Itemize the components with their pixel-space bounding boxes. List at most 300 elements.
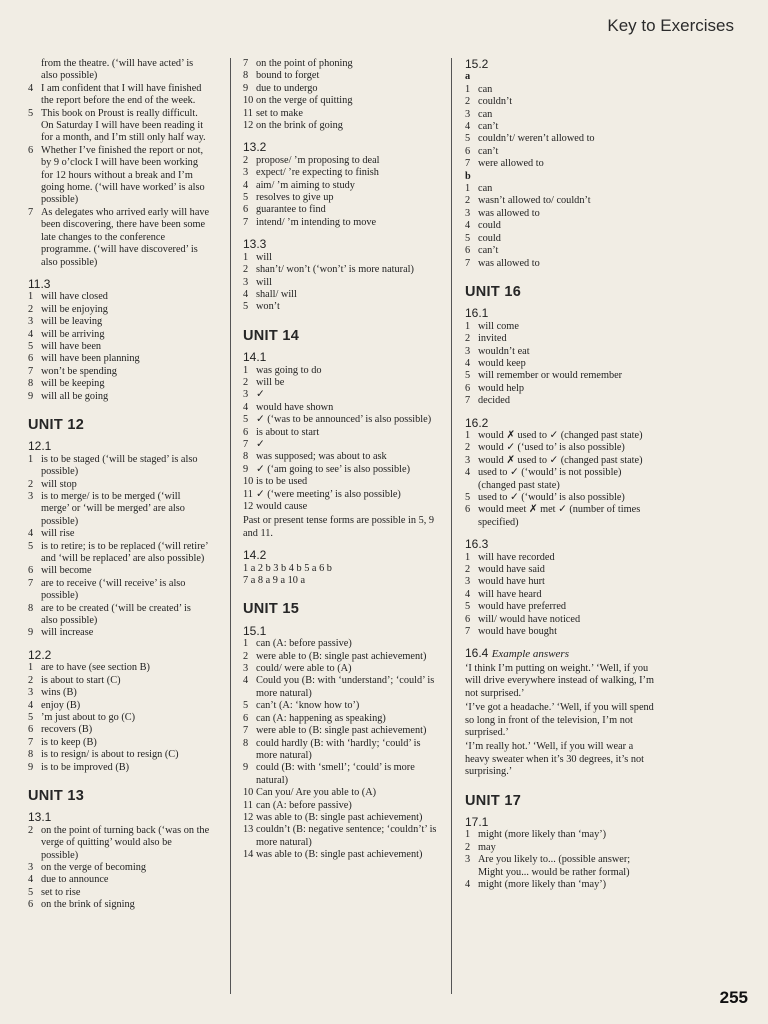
answer-item	[465, 220, 657, 232]
answer-item	[28, 207, 210, 269]
exercise-heading	[465, 538, 657, 550]
exercise-number: 17.1	[465, 814, 489, 829]
answer-paragraph: ‘I’m really hot.’ ‘Well, if you will wear a heavy sweater when it’s 30 degrees, it’s not surprising.’	[465, 741, 645, 778]
answer-number: 11	[243, 799, 253, 811]
answer-number: 7	[465, 626, 471, 638]
answer-text: would have said	[478, 564, 545, 576]
exercise-number: 16.4	[465, 646, 489, 661]
answer-text: As delegates who arrived early will have been discovering, there have been some late changes to the conference programme. (‘will have discovered’ is also possible)	[41, 206, 210, 268]
answer-item	[465, 564, 657, 576]
answer-text: expect/ ’re expecting to finish	[256, 167, 379, 179]
answer-number: 9	[28, 627, 34, 639]
answer-item	[28, 391, 210, 403]
exercise-heading	[28, 440, 210, 452]
answer-item	[243, 849, 437, 861]
answer-text: ✓	[256, 438, 265, 450]
answer-item	[28, 687, 210, 699]
exercise-number: 12.2	[28, 647, 52, 662]
answer-number: 2	[465, 96, 471, 108]
answer-item	[465, 233, 657, 245]
answer-text: on the verge of becoming	[41, 861, 147, 873]
answer-text: was able to (B: single past achievement)	[256, 811, 423, 823]
answer-number: 3	[28, 687, 34, 699]
answer-number: 10	[243, 476, 254, 488]
column-middle	[243, 58, 437, 862]
answer-item	[243, 167, 437, 179]
answer-item	[243, 277, 437, 289]
answer-item	[243, 501, 437, 513]
answer-text: was able to (B: single past achievement)	[256, 849, 423, 861]
exercise-heading	[465, 58, 657, 70]
answer-paragraph: ‘I’ve got a headache.’ ‘Well, if you will spend so long in front of the television, I’m not surprised.’	[465, 702, 654, 738]
answer-text: will stop	[41, 478, 77, 490]
running-head: Key to Exercises	[607, 16, 734, 35]
answer-item	[465, 258, 657, 270]
answer-text: on the brink of going	[256, 120, 343, 132]
answer-number: 1	[465, 429, 471, 441]
answer-item	[243, 365, 437, 377]
answer-item	[243, 800, 437, 812]
answer-number: 10	[243, 787, 254, 799]
answer-text: recovers (B)	[41, 724, 93, 736]
answer-item	[243, 204, 437, 216]
answer-text: will	[256, 251, 273, 263]
answer-text: would keep	[478, 357, 526, 369]
answer-item	[28, 749, 210, 761]
answer-text: on the verge of quitting	[256, 95, 353, 107]
answer-number: 4	[243, 675, 249, 687]
answer-item	[28, 712, 210, 724]
answer-item	[28, 627, 210, 639]
answer-text: won’t	[256, 301, 280, 313]
answer-text: invited	[478, 333, 507, 345]
answer-number: 2	[243, 650, 249, 662]
answer-item	[28, 603, 210, 628]
answer-text: used to ✓ (‘would’ is not possible) (changed past state)	[478, 467, 622, 491]
answer-number: 4	[243, 288, 249, 300]
answer-item	[243, 289, 437, 301]
answer-text: will rise	[41, 528, 75, 540]
answer-item	[28, 454, 210, 479]
answer-number: 7	[28, 577, 34, 589]
answer-text: wouldn’t eat	[478, 345, 530, 357]
exercise-heading	[243, 625, 437, 637]
answer-number: 8	[243, 737, 249, 749]
answer-text: could	[478, 232, 501, 244]
answer-text: ✓	[256, 389, 265, 401]
answer-item	[465, 492, 657, 504]
answer-number: 6	[465, 145, 471, 157]
answer-item	[465, 146, 657, 158]
answer-item	[28, 145, 210, 207]
answer-item	[243, 651, 437, 663]
answer-number: 2	[465, 841, 471, 853]
answer-text: would have preferred	[478, 601, 567, 613]
answer-text: are to be created (‘will be created’ is also possible)	[41, 602, 191, 627]
answer-text: were able to (B: single past achievement)	[256, 725, 427, 737]
answer-item	[28, 578, 210, 603]
answer-item	[243, 301, 437, 313]
answer-text: is to merge/ is to be merged (‘will merge’ or ‘will be merged’ are also possible)	[41, 491, 185, 527]
answer-text: could/ were able to (A)	[256, 663, 352, 675]
answer-number: 5	[465, 492, 471, 503]
answer-item	[28, 662, 210, 674]
answer-text: set to make	[256, 107, 303, 119]
answer-text: enjoy (B)	[41, 699, 81, 711]
answer-item	[465, 442, 657, 454]
exercise-number: 13.3	[243, 237, 267, 252]
answer-number: 5	[465, 133, 471, 145]
answer-item	[243, 489, 437, 501]
answer-text: aim/ ’m aiming to study	[256, 179, 355, 191]
answer-item	[28, 874, 210, 886]
answer-text: is to be staged (‘will be staged’ is also possible)	[41, 453, 198, 478]
answer-number: 1	[243, 251, 249, 263]
answer-number: 11	[243, 107, 253, 119]
answer-number: 9	[243, 762, 249, 774]
answer-item	[28, 565, 210, 577]
answer-item	[465, 430, 657, 442]
exercise-heading	[243, 141, 437, 153]
exercise-heading	[465, 816, 657, 828]
answer-item	[465, 346, 657, 358]
answer-item	[243, 476, 437, 488]
answer-number: 7	[465, 158, 471, 170]
answer-text: would ✓ (‘used to’ is also possible)	[478, 442, 625, 454]
answer-item	[465, 96, 657, 108]
answer-text: on the brink of signing	[41, 899, 135, 911]
answer-text: can (A: happening as speaking)	[256, 712, 386, 724]
answer-text: might (more likely than ‘may’)	[478, 829, 607, 841]
answer-item	[243, 638, 437, 650]
answer-text: couldn’t	[478, 96, 513, 108]
answer-item	[465, 842, 657, 854]
answer-item	[465, 158, 657, 170]
answer-text: is about to start (C)	[41, 674, 121, 686]
answer-text: will have recorded	[478, 551, 555, 563]
answer-item	[465, 383, 657, 395]
answer-item	[243, 824, 437, 849]
answer-item	[243, 738, 437, 763]
answer-item	[465, 395, 657, 407]
answer-text: ’m just about to go (C)	[41, 711, 136, 723]
answer-text: can (A: before passive)	[256, 638, 352, 650]
answer-number: 6	[465, 382, 471, 394]
answer-text: decided	[478, 395, 511, 407]
answer-number: 6	[465, 504, 471, 516]
answer-text: ✓ (‘were meeting’ is also possible)	[256, 488, 401, 500]
answer-text: couldn’t/ weren’t allowed to	[478, 133, 595, 145]
answer-text: This book on Proust is really difficult. On Saturday I will have been reading it for a month, and I’m still only half way.	[41, 107, 206, 144]
answer-continuation: from the theatre. (‘will have acted’ is also possible)	[41, 58, 194, 82]
answer-text: Can you/ Are you able to (A)	[256, 787, 377, 799]
answer-text: was allowed to	[478, 257, 540, 269]
answer-number: 8	[28, 602, 34, 614]
answer-item	[28, 541, 210, 566]
answer-item	[465, 370, 657, 382]
answer-number: 7	[243, 58, 249, 69]
answer-item	[243, 675, 437, 700]
answer-number: 5	[28, 107, 34, 119]
answer-item	[28, 353, 210, 365]
answer-item	[28, 825, 210, 862]
answer-item	[465, 626, 657, 638]
answer-item	[28, 491, 210, 528]
answer-text: on the point of phoning	[256, 58, 353, 69]
answer-item	[243, 725, 437, 737]
exercise-heading	[243, 549, 437, 561]
answer-number: 3	[465, 454, 471, 466]
answer-number: 1	[28, 291, 34, 303]
exercise-number: 14.1	[243, 350, 267, 365]
exercise-number: 14.2	[243, 548, 267, 563]
answer-number: 5	[465, 232, 471, 244]
answer-text: is to resign/ is about to resign (C)	[41, 749, 179, 761]
answer-text: ✓ (‘am going to see’ is also possible)	[256, 463, 410, 475]
exercise-heading	[465, 307, 657, 319]
answer-row: 1 a 2 b 3 b 4 b 5 a 6 b	[243, 562, 332, 574]
section-letter: b	[465, 170, 471, 182]
answer-number: 3	[28, 316, 34, 328]
answer-text: can’t (A: ‘know how to’)	[256, 700, 360, 712]
answer-number: 1	[243, 638, 249, 650]
answer-item	[465, 552, 657, 564]
answer-number: 4	[465, 357, 471, 369]
exercise-number: 13.2	[243, 140, 267, 155]
answer-item	[28, 108, 210, 145]
exercise-heading	[465, 647, 657, 660]
answer-number: 2	[243, 376, 249, 388]
answer-text: Could you (B: with ‘understand’; ‘could’ is more natural)	[256, 675, 435, 699]
answer-number: 2	[243, 264, 249, 276]
exercise-number: 15.2	[465, 57, 489, 71]
answer-text: will increase	[41, 627, 94, 639]
answer-number: 7	[243, 725, 249, 737]
answer-item	[28, 737, 210, 749]
answer-item	[243, 377, 437, 389]
answer-text: would meet ✗ met ✓ (number of times specified)	[478, 504, 641, 528]
answer-item	[28, 316, 210, 328]
answer-number: 10	[243, 95, 254, 107]
answer-number: 6	[28, 899, 34, 911]
answer-number: 6	[243, 712, 249, 724]
exercise-number: 15.1	[243, 623, 267, 638]
answer-text: guarantee to find	[256, 204, 326, 216]
exercise-number: 11.3	[28, 276, 51, 291]
answer-item	[243, 108, 437, 120]
unit-heading: UNIT 15	[243, 601, 300, 618]
answer-item	[243, 70, 437, 82]
answer-number: 1	[28, 662, 34, 674]
answer-text: won’t be spending	[41, 365, 117, 377]
answer-number: 7	[243, 216, 249, 228]
answer-number: 4	[28, 328, 34, 340]
answer-number: 6	[28, 144, 34, 156]
answer-item	[28, 366, 210, 378]
answer-text: would have hurt	[478, 576, 545, 588]
answer-number: 12	[243, 120, 254, 132]
answer-text: due to undergo	[256, 82, 318, 94]
answer-number: 12	[243, 501, 254, 512]
column-rule-right	[451, 58, 452, 994]
column-rule-left	[230, 58, 231, 994]
answer-number: 3	[243, 389, 249, 401]
answer-item	[465, 333, 657, 345]
answer-item	[465, 455, 657, 467]
exercise-tag: Example answers	[491, 648, 569, 661]
answer-item	[243, 180, 437, 192]
answer-number: 5	[28, 340, 34, 352]
answer-number: 4	[465, 588, 471, 600]
answer-text: I am confident that I will have finished the report before the end of the week.	[41, 82, 202, 107]
answer-text: will become	[41, 565, 92, 577]
answer-number: 2	[465, 333, 471, 345]
answer-text: can’t	[478, 145, 499, 157]
answer-text: would ✗ used to ✓ (changed past state)	[478, 454, 643, 466]
unit-heading: UNIT 17	[465, 792, 522, 809]
answer-number: 6	[243, 204, 249, 216]
answer-item	[465, 504, 657, 529]
answer-number: 5	[243, 301, 249, 313]
answer-number: 4	[465, 220, 471, 232]
answer-text: wins (B)	[41, 687, 77, 699]
answer-text: will have been planning	[41, 353, 140, 365]
answer-item	[28, 528, 210, 540]
answer-number: 6	[28, 724, 34, 736]
answer-text: is to retire; is to be replaced (‘will retire’ and ‘will be replaced’ are also possible)	[41, 540, 208, 565]
answer-number: 2	[465, 564, 471, 576]
answer-item	[243, 663, 437, 675]
answer-number: 13	[243, 824, 254, 836]
answer-text: is about to start	[256, 426, 320, 438]
answer-item	[28, 862, 210, 874]
answer-item	[243, 762, 437, 787]
answer-number: 4	[28, 699, 34, 711]
answer-item	[28, 700, 210, 712]
answer-number: 7	[28, 206, 34, 218]
exercise-number: 13.1	[28, 810, 52, 825]
answer-text: could (B: with ‘smell’; ‘could’ is more natural)	[256, 762, 415, 786]
answer-number: 1	[465, 829, 471, 841]
answer-item	[465, 195, 657, 207]
answer-number: 4	[243, 401, 249, 413]
answer-text: are to have (see section B)	[41, 662, 150, 674]
answer-number: 7	[243, 438, 249, 450]
answer-text: will have closed	[41, 291, 108, 303]
answer-text: ✓ (‘was to be announced’ is also possible)	[256, 414, 432, 426]
answer-number: 7	[28, 365, 34, 377]
answer-item	[243, 389, 437, 401]
answer-item	[243, 700, 437, 712]
answer-text: were allowed to	[478, 158, 544, 170]
column-left	[28, 58, 210, 912]
exercise-heading	[28, 278, 210, 290]
answer-number: 8	[243, 70, 249, 82]
answer-item	[28, 341, 210, 353]
answer-item	[28, 291, 210, 303]
answer-text: Whether I’ve finished the report or not, by 9 o’clock I will have been working for 12 hours without a break and I’m going home. (‘will have worked’ is also possible)	[41, 144, 205, 206]
answer-text: was allowed to	[478, 207, 540, 219]
answer-number: 2	[28, 478, 34, 490]
answer-number: 9	[28, 390, 34, 402]
answer-text: may	[478, 841, 496, 853]
answer-item	[243, 192, 437, 204]
exercise-number: 16.1	[465, 306, 489, 321]
answer-number: 5	[465, 370, 471, 382]
answer-item	[465, 109, 657, 121]
answer-item	[465, 854, 657, 879]
answer-number: 8	[243, 451, 249, 463]
answer-text: shan’t/ won’t (‘won’t’ is more natural)	[256, 264, 414, 276]
answer-text: will be keeping	[41, 378, 105, 390]
answer-number: 6	[28, 565, 34, 577]
answer-number: 2	[28, 303, 34, 315]
answer-item	[28, 899, 210, 911]
answer-text: can’t	[478, 245, 499, 257]
answer-item	[28, 304, 210, 316]
answer-text: wasn’t allowed to/ couldn’t	[478, 195, 591, 207]
answer-text: can	[478, 183, 493, 195]
answer-item	[465, 614, 657, 626]
answer-text: will be	[256, 376, 285, 388]
answer-text: will remember or would remember	[478, 370, 623, 382]
answer-number: 3	[243, 167, 249, 179]
answer-item	[28, 887, 210, 899]
exercise-heading	[28, 811, 210, 823]
answer-item	[243, 713, 437, 725]
answer-item	[243, 217, 437, 229]
answer-item	[28, 83, 210, 108]
answer-number: 4	[465, 878, 471, 890]
answer-number: 1	[28, 453, 34, 465]
answer-text: could	[478, 220, 501, 232]
answer-text: will	[256, 276, 273, 288]
answer-item	[243, 464, 437, 476]
answer-text: couldn’t (B: negative sentence; ‘couldn’t’ is more natural)	[256, 824, 437, 848]
answer-number: 3	[465, 576, 471, 588]
answer-item	[465, 601, 657, 613]
answer-item	[243, 83, 437, 95]
answer-text: intend/ ’m intending to move	[256, 216, 377, 228]
answer-text: might (more likely than ‘may’)	[478, 878, 607, 890]
answer-text: will all be going	[41, 390, 109, 402]
answer-item	[243, 58, 437, 70]
exercise-number: 12.1	[28, 439, 52, 454]
answer-item	[243, 439, 437, 451]
answer-text: will be leaving	[41, 316, 103, 328]
answer-text: bound to forget	[256, 70, 320, 82]
answer-text: were able to (B: single past achievement)	[256, 650, 427, 662]
answer-item	[243, 787, 437, 799]
answer-item	[465, 879, 657, 891]
answer-text: will/ would have noticed	[478, 613, 581, 625]
unit-heading: UNIT 14	[243, 327, 300, 344]
answer-text: is to keep (B)	[41, 736, 97, 748]
answer-text: will be enjoying	[41, 303, 108, 315]
answer-number: 9	[243, 463, 249, 475]
answer-item	[465, 121, 657, 133]
answer-item	[243, 264, 437, 276]
answer-text: propose/ ’m proposing to deal	[256, 154, 380, 166]
answer-text: will come	[478, 320, 519, 332]
answer-text: will have been	[41, 340, 102, 352]
answer-item	[243, 120, 437, 132]
answer-text: can	[478, 83, 493, 95]
answer-text: will have heard	[478, 588, 542, 600]
answer-number: 2	[465, 195, 471, 207]
answer-number: 11	[243, 488, 253, 500]
answer-number: 5	[28, 886, 34, 898]
